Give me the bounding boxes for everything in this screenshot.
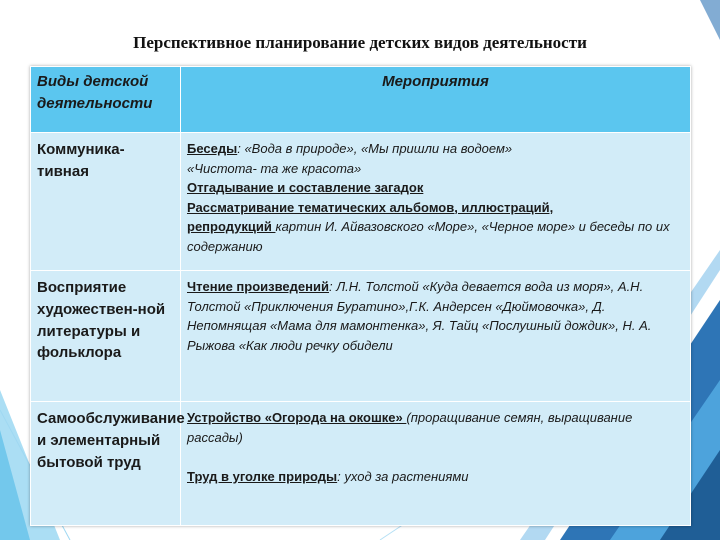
event-line: репродукций картин И. Айвазовского «Море», «Черное море» и беседы по их содержанию [187,219,670,254]
event-line: «Чистота- та же красота» [187,160,362,176]
event-line: Труд в уголке природы: уход за растениями [187,469,469,484]
event-line: Беседы: «Вода в природе», «Мы пришли на водоем» [187,141,513,156]
row-events [181,133,691,271]
table-row [31,271,691,402]
header-events: Мероприятия [181,67,691,133]
table-row [31,402,691,526]
row-category: Коммуника-тивная [31,133,181,271]
row-events [181,402,691,526]
event-line: Чтение произведений: Л.Н. Толстой «Куда девается вода из моря», А.Н. Толстой «Приключения Буратино»,Г.К. Андерсен «Дюймовочка», Д. Непомнящая «Мама для мамонтенка», Я. Тайц «Послушный дождик», Н. А. Рыжова «Как люди речку обидели [187,279,652,353]
event-line: Рассматривание тематических альбомов, иллюстраций, [187,199,554,215]
event-line: Отгадывание и составление загадок [187,180,424,195]
table-header-row [31,67,691,133]
row-events [181,271,691,402]
row-category: Самообслуживание и элементарный бытовой труд [31,402,181,526]
row-category: Восприятие художествен-ной литературы и фольклора [31,271,181,402]
page-title: Перспективное планирование детских видов деятельности [133,33,587,52]
table-row [31,133,691,271]
header-activity-types: Виды детской деятельности [31,67,181,133]
event-line: Устройство «Огорода на окошке» (проращивание семян, выращивание рассады) [187,410,633,445]
activity-plan-table [30,66,691,526]
